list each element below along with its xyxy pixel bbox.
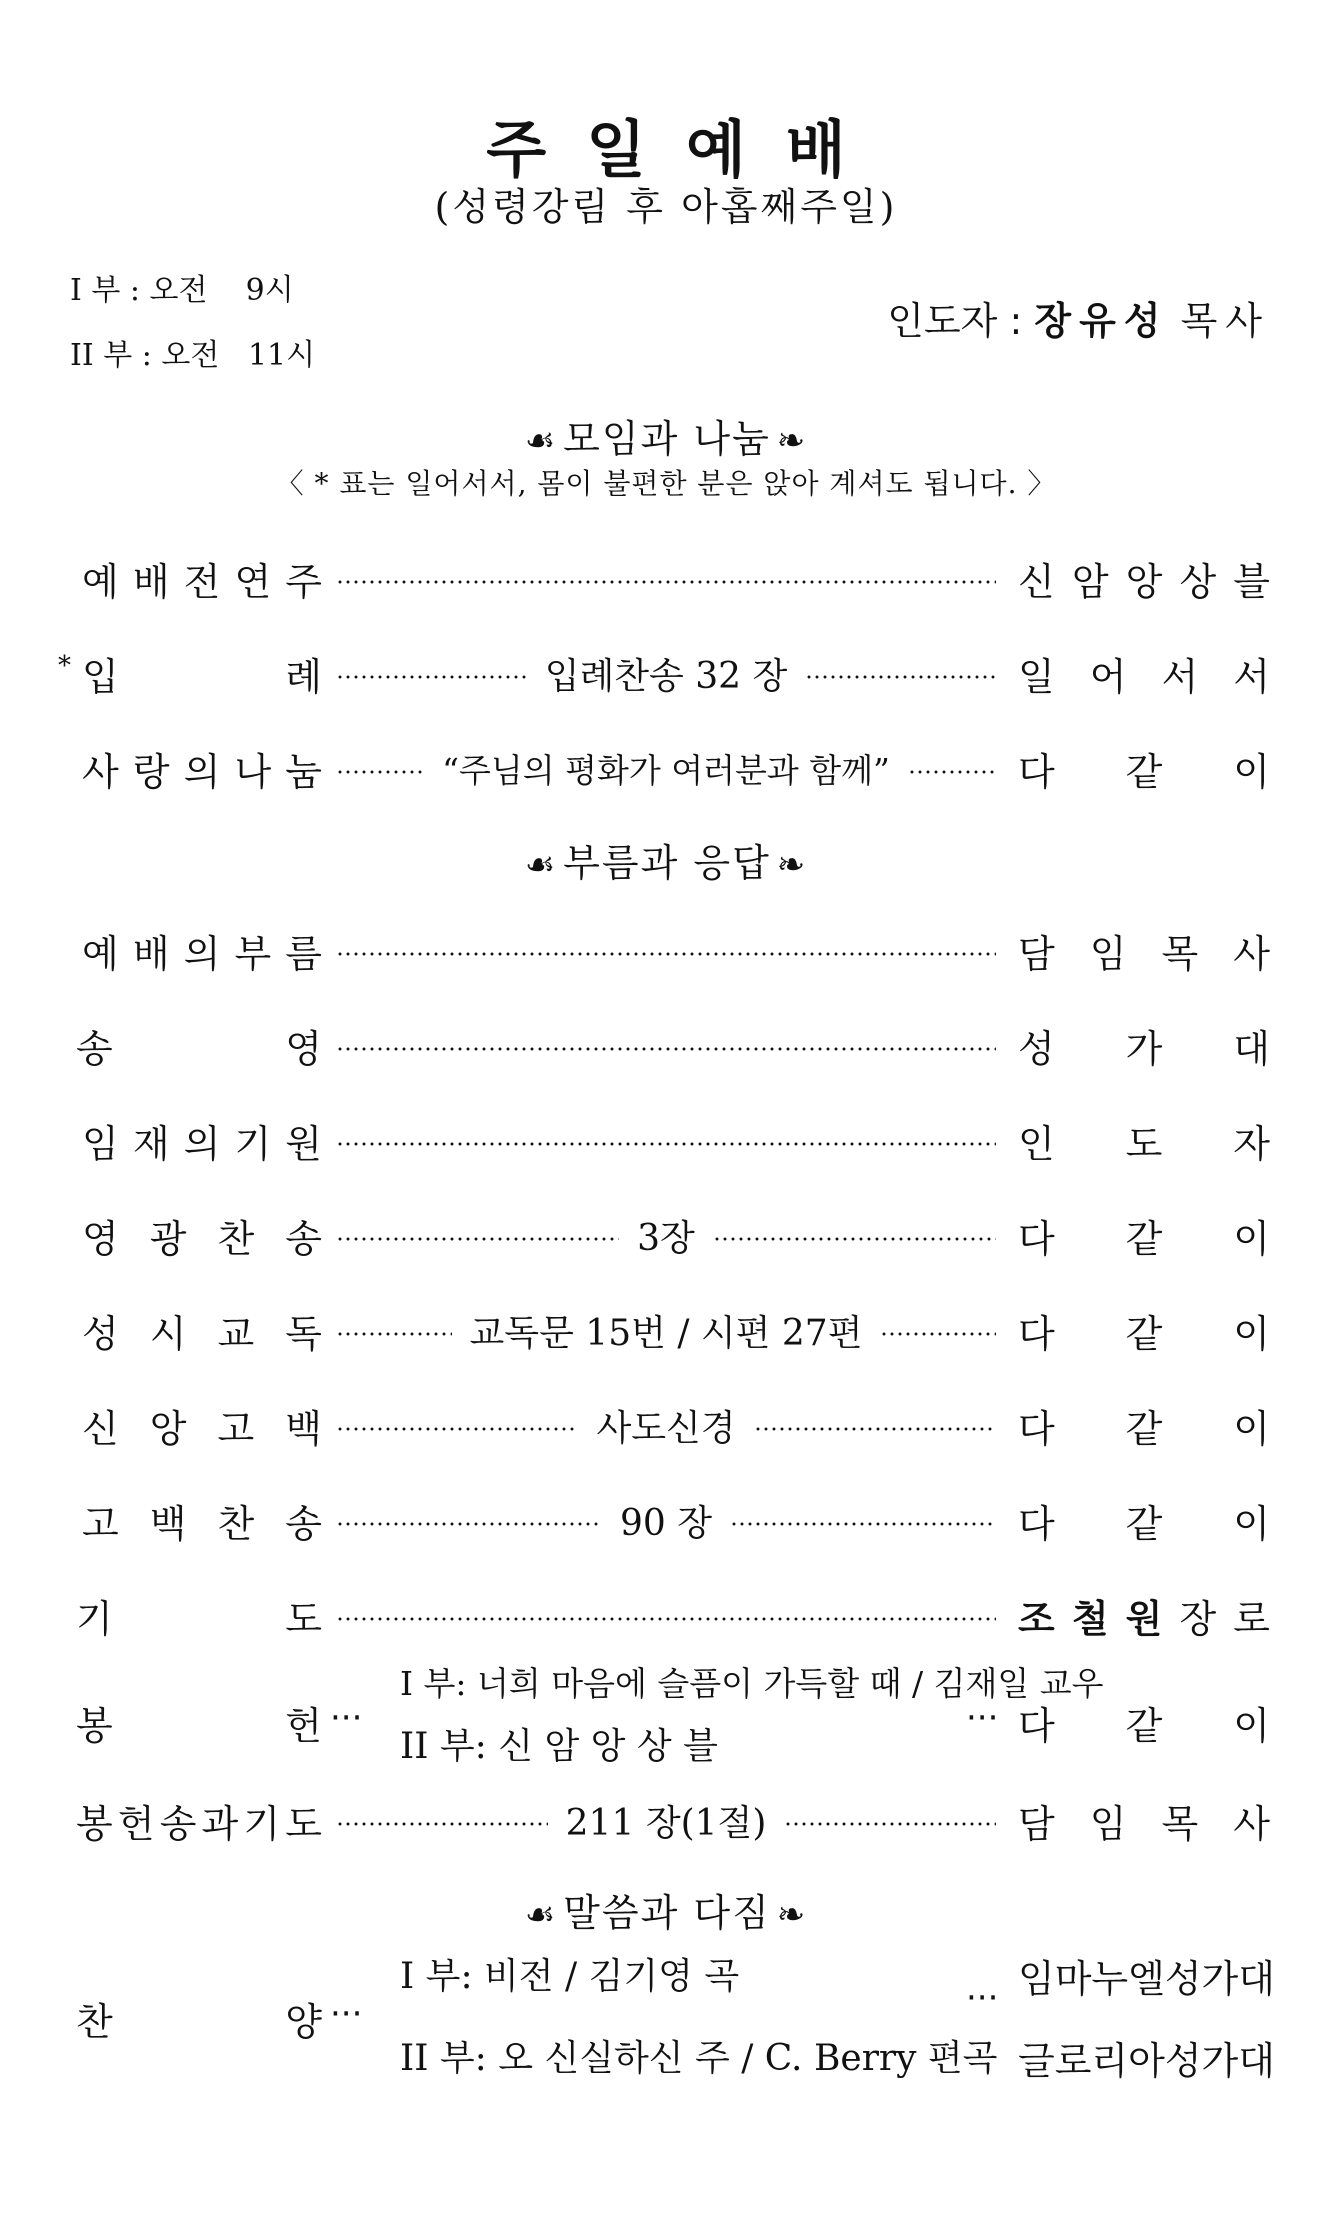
page-subtitle: (성령강림 후 아홉째주일) [434, 185, 898, 229]
item-detail [336, 920, 996, 980]
char: 신 [1018, 559, 1055, 604]
item-leader [1018, 1395, 1270, 1455]
char: 어 [1089, 654, 1127, 699]
char: 송 [285, 1501, 322, 1546]
char: 광 [149, 1216, 187, 1261]
char: 대 [1233, 1026, 1270, 1071]
char: 일 [1018, 654, 1055, 699]
ellipsis: ··· [966, 1698, 999, 1738]
char: 주 [285, 559, 322, 604]
char: 이 [1233, 1311, 1270, 1356]
item-label [82, 1300, 322, 1360]
char: 같 [1125, 1406, 1163, 1451]
item-label [76, 1585, 322, 1645]
item-leader [1018, 1300, 1270, 1360]
item-leader [1018, 1205, 1270, 1265]
dot-leader [336, 1522, 602, 1526]
char: 자 [1233, 1121, 1270, 1166]
leader-prefix: 인도자 : [887, 299, 1035, 343]
item-detail [336, 1395, 996, 1455]
char: 앙 [1125, 559, 1163, 604]
offering-part-1: I 부: 너희 마음에 슬픔이 가득할 때 / 김재일 교우 [400, 1664, 1104, 1703]
row-offertory [0, 1790, 1332, 1850]
anthem-part-1: I 부: 비전 / 김기영 곡 [400, 1956, 740, 1997]
left-ornament-icon: ☙ [524, 1895, 558, 1935]
offering-part-2: II 부: 신 암 앙 상 블 [400, 1726, 718, 1767]
item-label [82, 1395, 322, 1455]
char: 의 [183, 931, 221, 976]
row-creed [0, 1395, 1332, 1455]
char: 다 [1018, 1703, 1055, 1748]
char: 블 [1233, 559, 1270, 604]
char: 암 [1071, 559, 1109, 604]
char: 다 [1018, 1406, 1055, 1451]
item-label [82, 920, 322, 980]
char: 영 [82, 1216, 119, 1261]
char: 연 [234, 559, 272, 604]
row-call-to-worship [0, 920, 1332, 980]
char: 이 [1233, 1501, 1270, 1546]
standing-star: * [58, 651, 71, 681]
char: 같 [1125, 1216, 1163, 1261]
char: 상 [1179, 559, 1217, 604]
char: 이 [1233, 749, 1270, 794]
char: 의 [183, 749, 221, 794]
char: 재 [132, 1121, 170, 1166]
right-ornament-icon: ❧ [776, 1895, 808, 1935]
item-detail-text: 교독문 15번 / 시편 27편 [469, 1312, 863, 1354]
char: 례 [285, 654, 322, 699]
dot-leader [336, 1617, 996, 1621]
char: 사 [82, 749, 119, 794]
char: 양 [285, 1999, 322, 2044]
dot-leader [336, 952, 996, 956]
ellipsis: ··· [330, 1994, 363, 2034]
anthem-part-2: II 부: 오 신실하신 주 / C. Berry 편곡 [400, 2038, 998, 2079]
dot-leader [713, 1237, 996, 1241]
char: 입 [82, 654, 119, 699]
char: 담 [1018, 1801, 1055, 1846]
char: 예 [82, 931, 119, 976]
char: 전 [183, 559, 221, 604]
item-label [82, 643, 322, 703]
anthem-choir-1: 임마누엘성가대 [1018, 1957, 1275, 2001]
char: 다 [1018, 1311, 1055, 1356]
item-leader [1018, 643, 1270, 703]
char: 랑 [132, 749, 170, 794]
item-label [82, 1205, 322, 1265]
item-detail [336, 1300, 996, 1360]
dot-leader [730, 1522, 996, 1526]
item-detail-text: 3장 [637, 1217, 695, 1259]
dot-leader [336, 1822, 548, 1826]
char: 다 [1018, 749, 1055, 794]
row-invocation [0, 1110, 1332, 1170]
char: 나 [234, 749, 272, 794]
char: 이 [1233, 1703, 1270, 1748]
char: 의 [183, 1121, 221, 1166]
char: 다 [1018, 1216, 1055, 1261]
char: 기 [243, 1801, 281, 1846]
char: 목 [1161, 1801, 1199, 1846]
dot-leader [805, 675, 996, 679]
item-label [82, 548, 322, 608]
item-detail [336, 738, 996, 798]
row-doxology [0, 1015, 1332, 1075]
char: 찬 [217, 1501, 255, 1546]
left-ornament-icon: ☙ [524, 421, 558, 461]
char: 같 [1125, 1703, 1163, 1748]
row-responsive-reading [0, 1300, 1332, 1360]
char: 백 [285, 1406, 322, 1451]
item-detail [336, 1490, 996, 1550]
char: 신 [82, 1406, 119, 1451]
char: 배 [132, 559, 170, 604]
item-leader [1018, 1490, 1270, 1550]
left-ornament-icon: ☙ [524, 845, 558, 885]
char: 서 [1233, 654, 1270, 699]
char: 조 [1018, 1596, 1055, 1641]
row-sharing [0, 738, 1332, 798]
char: 눔 [285, 749, 322, 794]
char: 영 [285, 1026, 322, 1071]
char: 헌 [285, 1703, 322, 1748]
item-leader [1018, 920, 1270, 980]
dot-leader [336, 1427, 578, 1431]
item-leader [1018, 1790, 1270, 1850]
item-detail-text: 90 장 [619, 1502, 713, 1544]
dot-leader [784, 1822, 996, 1826]
char: 같 [1125, 1311, 1163, 1356]
item-leader [1018, 1110, 1270, 1170]
char: 시 [149, 1311, 187, 1356]
char: 송 [159, 1801, 197, 1846]
char: 임 [1089, 1801, 1127, 1846]
item-detail-text: 211 장(1절) [565, 1802, 767, 1844]
item-leader [1018, 1015, 1270, 1075]
dot-leader [336, 1332, 452, 1336]
item-label [76, 1790, 322, 1850]
char: 철 [1071, 1596, 1109, 1641]
item-detail-text: 사도신경 [596, 1407, 736, 1449]
char: 성 [82, 1311, 119, 1356]
right-ornament-icon: ❧ [776, 421, 808, 461]
row-prayer [0, 1585, 1332, 1645]
char: 원 [285, 1121, 322, 1166]
ellipsis: ··· [330, 1698, 363, 1738]
char: 교 [217, 1311, 255, 1356]
item-detail-text: 입례찬송 32 장 [544, 655, 788, 697]
dot-leader [336, 770, 424, 774]
char: 과 [201, 1801, 239, 1846]
item-detail [336, 643, 996, 703]
char: 봉 [76, 1703, 113, 1748]
ellipsis: ··· [966, 1978, 999, 2018]
item-detail [336, 1205, 996, 1265]
section-heading-call: ☙ 부름과 응답 ❧ [524, 841, 808, 885]
char: 송 [76, 1026, 113, 1071]
char: 원 [1125, 1596, 1163, 1641]
row-gloria [0, 1205, 1332, 1265]
item-label [76, 1015, 322, 1075]
char: 기 [76, 1596, 113, 1641]
char: 같 [1125, 1501, 1163, 1546]
char: 배 [132, 931, 170, 976]
char: 장 [1179, 1596, 1217, 1641]
item-label [82, 1110, 322, 1170]
char: 로 [1233, 1596, 1270, 1641]
char: 도 [1125, 1121, 1163, 1166]
item-detail [336, 1015, 996, 1075]
char: 송 [285, 1216, 322, 1261]
char: 임 [1089, 931, 1127, 976]
char: 인 [1018, 1121, 1055, 1166]
right-ornament-icon: ❧ [776, 845, 808, 885]
char: 앙 [149, 1406, 187, 1451]
char: 이 [1233, 1216, 1270, 1261]
service-time-2: II 부 : 오전 11시 [70, 338, 316, 373]
char: 성 [1018, 1026, 1055, 1071]
dot-leader [880, 1332, 996, 1336]
dot-leader [336, 675, 527, 679]
page-title: 주일예배 [486, 113, 886, 186]
service-time-1: I 부 : 오전 9시 [70, 273, 294, 308]
char: 찬 [217, 1216, 255, 1261]
char: 사 [1233, 931, 1270, 976]
char: 독 [285, 1311, 322, 1356]
leader-name: 장유성 [1034, 299, 1169, 343]
row-entrance [0, 643, 1332, 703]
standing-note: 〈 * 표는 일어서서, 몸이 불편한 분은 앉아 계셔도 됩니다. 〉 [275, 467, 1057, 500]
char: 고 [82, 1501, 119, 1546]
item-label [82, 738, 322, 798]
dot-leader [336, 1047, 996, 1051]
char: 기 [234, 1121, 272, 1166]
leader-title: 목사 [1180, 299, 1270, 343]
char: 같 [1125, 749, 1163, 794]
worship-leader [887, 290, 1270, 345]
char: 사 [1233, 1801, 1270, 1846]
char: 서 [1161, 654, 1199, 699]
item-detail [336, 1790, 996, 1850]
char: 도 [285, 1801, 322, 1846]
char: 이 [1233, 1406, 1270, 1451]
char: 백 [149, 1501, 187, 1546]
char: 가 [1125, 1026, 1163, 1071]
item-detail [336, 1585, 996, 1645]
item-leader [1018, 548, 1270, 608]
item-leader [1018, 1585, 1270, 1645]
item-detail [336, 548, 996, 608]
char: 도 [285, 1596, 322, 1641]
char: 다 [1018, 1501, 1055, 1546]
char: 부 [234, 931, 272, 976]
char: 예 [82, 559, 119, 604]
anthem-choir-2: 글로리아성가대 [1018, 2039, 1275, 2083]
dot-leader [908, 770, 996, 774]
char: 고 [217, 1406, 255, 1451]
char: 임 [82, 1121, 119, 1166]
char: 헌 [117, 1801, 155, 1846]
item-detail-text: “주님의 평화가 여러분과 함께” [442, 750, 890, 790]
item-detail [336, 1110, 996, 1170]
item-label [82, 1490, 322, 1550]
char: 찬 [76, 1999, 113, 2044]
item-leader [1018, 738, 1270, 798]
section-heading-gathering: ☙ 모임과 나눔 ❧ [524, 417, 808, 461]
dot-leader [336, 1142, 996, 1146]
dot-leader [336, 580, 996, 584]
char: 름 [285, 931, 322, 976]
char: 목 [1161, 931, 1199, 976]
char: 봉 [76, 1801, 113, 1846]
dot-leader [754, 1427, 996, 1431]
row-confession-hymn [0, 1490, 1332, 1550]
char: 담 [1018, 931, 1055, 976]
section-heading-word: ☙ 말씀과 다짐 ❧ [524, 1891, 808, 1935]
row-prelude [0, 548, 1332, 608]
dot-leader [336, 1237, 619, 1241]
